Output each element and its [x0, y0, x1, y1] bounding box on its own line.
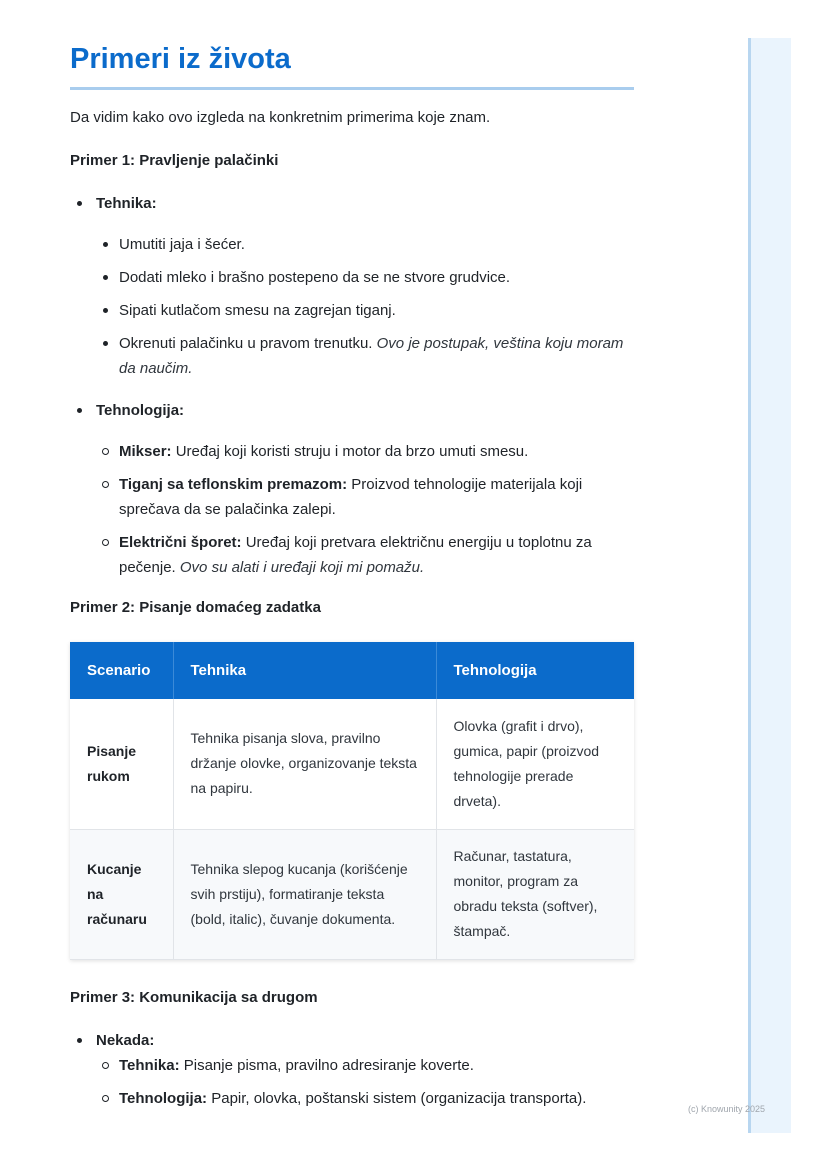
- technology-section: [70, 398, 634, 580]
- list-item: Okrenuti palačinku u pravom trenutku. Ovo je postupak, veština koju moram da naučim.: [95, 331, 634, 381]
- list-item: Tehnologija: Papir, olovka, poštanski sistem (organizacija transporta).: [95, 1086, 634, 1111]
- cell-scenario: Pisanje rukom: [70, 699, 173, 829]
- past-list: [95, 1053, 634, 1111]
- list-item: Tiganj sa teflonskim premazom: Proizvod tehnologije materijala koji sprečava da se palačinka zalepi.: [95, 472, 634, 522]
- technique-section: [70, 191, 634, 381]
- past-label: Nekada:: [96, 1031, 155, 1049]
- past-section: [70, 1028, 634, 1111]
- list-item: Dodati mleko i brašno postepeno da se ne stvore grudvice.: [95, 265, 634, 290]
- cell-technology: Računar, tastatura, monitor, program za obradu teksta (softver), štampač.: [436, 829, 634, 959]
- technology-note: Ovo su alati i uređaji koji mi pomažu.: [179, 559, 425, 576]
- intro-text: Da vidim kako ovo izgleda na konkretnim primerima koje znam.: [70, 109, 491, 126]
- cell-scenario: Kucanje na računaru: [70, 829, 173, 959]
- cell-technique: Tehnika pisanja slova, pravilno držanje olovke, organizovanje teksta na papiru.: [173, 699, 436, 829]
- table-row: [70, 829, 634, 959]
- cell-technology: Olovka (grafit i drvo), gumica, papir (proizvod tehnologije prerade drveta).: [436, 699, 634, 829]
- example3-title: Primer 3: Komunikacija sa drugom: [70, 988, 318, 1006]
- technique-label: Tehnika:: [96, 195, 157, 212]
- header-technology: Tehnologija: [436, 642, 634, 699]
- comparison-table: [70, 642, 634, 960]
- example3-list: [70, 1028, 634, 1111]
- header-scenario: Scenario: [70, 642, 173, 699]
- example1-title: Primer 1: Pravljenje palačinki: [70, 152, 279, 169]
- table-header-row: [70, 642, 634, 699]
- technology-list: [95, 439, 634, 580]
- page-title: Primeri iz života: [70, 40, 634, 90]
- example1-list: [70, 191, 634, 580]
- example2-title: Primer 2: Pisanje domaćeg zadatka: [70, 599, 321, 616]
- list-item: Umutiti jaja i šećer.: [95, 232, 634, 257]
- copyright-footer: (c) Knowunity 2025: [688, 1104, 766, 1114]
- table-row: [70, 699, 634, 829]
- cell-technique: Tehnika slepog kucanja (korišćenje svih prstiju), formatiranje teksta (bold, italic), čuvanje dokumenta.: [173, 829, 436, 959]
- technique-list: [95, 232, 634, 381]
- technique-note: Ovo je postupak, veština koju moram da naučim.: [119, 335, 624, 377]
- main-content: [70, 40, 634, 1111]
- technology-label: Tehnologija:: [96, 402, 185, 419]
- list-item: Mikser: Uređaj koji koristi struju i motor da brzo umuti smesu.: [95, 439, 634, 464]
- side-panel: [748, 38, 791, 1133]
- list-item: Tehnika: Pisanje pisma, pravilno adresiranje koverte.: [95, 1053, 634, 1078]
- list-item: Sipati kutlačom smesu na zagrejan tiganj.: [95, 298, 634, 323]
- list-item: Električni šporet: Uređaj koji pretvara električnu energiju u toplotnu za pečenje. Ovo su alati i uređaji koji mi pomažu.: [95, 530, 634, 580]
- header-technique: Tehnika: [173, 642, 436, 699]
